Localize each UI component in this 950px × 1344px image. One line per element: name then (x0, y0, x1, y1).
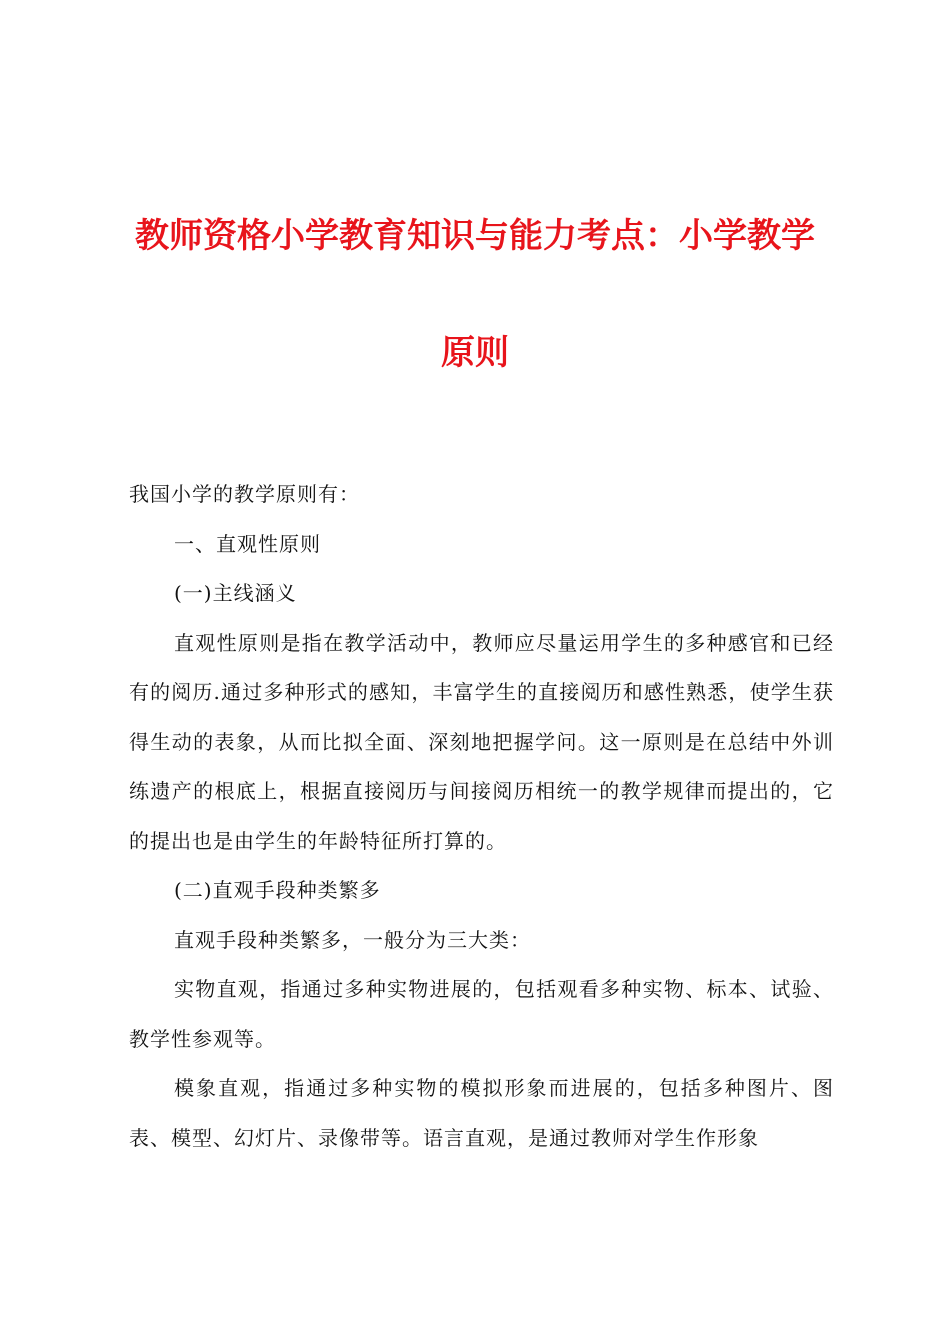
body-paragraph-types: 直观手段种类繁多，一般分为三大类： (174, 927, 531, 952)
document-title-line-2: 原则 (441, 333, 509, 373)
document-body (129, 470, 834, 1163)
intro-paragraph: 我国小学的教学原则有： (129, 482, 360, 506)
body-paragraph-model-intuition: 模象直观，指通过多种实物的模拟形象而进展的，包括多种图片、图表、模型、幻灯片、录像带等。语言直观，是通过教师对学生作形象 (129, 1076, 834, 1150)
subsection-heading-2: (二)直观手段种类繁多 (174, 878, 381, 902)
body-paragraph-object-intuition: 实物直观，指通过多种实物进展的，包括观看多种实物、标本、试验、教学性参观等。 (129, 977, 834, 1051)
subsection-heading-1: (一)主线涵义 (174, 581, 297, 605)
section-heading-1: 一、直观性原则 (174, 531, 321, 556)
document-title-line-1: 教师资格小学教育知识与能力考点：小学教学 (135, 216, 815, 256)
body-paragraph-definition: 直观性原则是指在教学活动中，教师应尽量运用学生的多种感官和已经有的阅历.通过多种形式的感知，丰富学生的直接阅历和感性熟悉，使学生获得生动的表象，从而比拟全面、深刻地把握学问。这一原则是在总结中外训练遗产的根底上，根据直接阅历与间接阅历相统一的教学规律而提出的，它的提出也是由学生的年龄特征所打算的。 (129, 630, 834, 853)
